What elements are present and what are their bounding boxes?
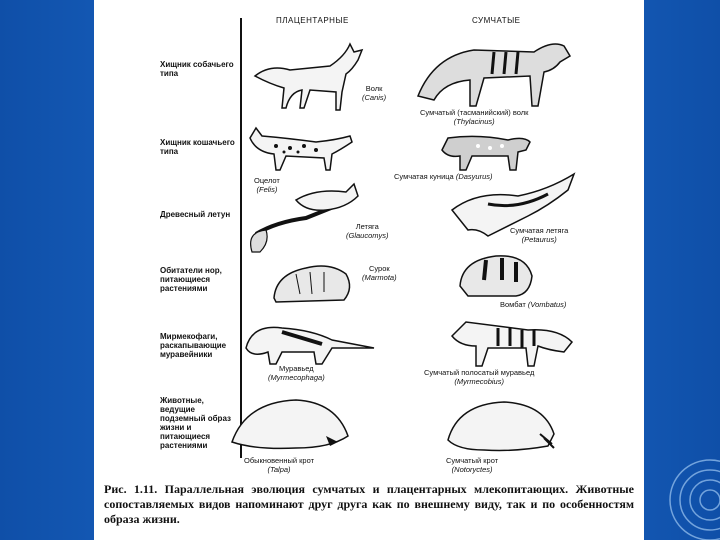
marmot-icon bbox=[266, 254, 356, 306]
wolf-caption: Волк (Canis) bbox=[362, 84, 387, 102]
mole-caption: Обыкновенный крот (Talpa) bbox=[244, 456, 315, 474]
quoll-icon bbox=[438, 128, 534, 174]
anteater-caption: Муравьед (Myrmecophaga) bbox=[268, 364, 325, 382]
swirl-decoration-icon bbox=[640, 340, 720, 540]
flying-squirrel-icon bbox=[246, 182, 366, 254]
marmot-caption: Сурок (Marmota) bbox=[362, 264, 397, 282]
wombat-caption: Вомбат (Vombatus) bbox=[500, 300, 567, 309]
numbat-icon bbox=[448, 312, 576, 368]
category-label-dog-predator: Хищник собачьего типа bbox=[160, 60, 234, 78]
category-label-glider: Древесный летун bbox=[160, 210, 231, 219]
figure-caption: Рис. 1.11. Параллельная эволюция сумчатых и плацентарных млекопитающих. Животные сопоставляемых видов напоминают друг друга как по внешнему виду, так и по особенностям образа жизни. bbox=[104, 482, 634, 526]
thylacine-icon bbox=[414, 36, 574, 108]
mole-icon bbox=[226, 392, 356, 454]
sugar-glider-caption: Сумчатая летяга (Petaurus) bbox=[510, 226, 569, 244]
flying-squirrel-caption: Летяга (Glaucomys) bbox=[346, 222, 389, 240]
header-placental: ПЛАЦЕНТАРНЫЕ bbox=[276, 16, 349, 25]
category-label-burrower: Обитатели нор, питающиеся растениями bbox=[160, 266, 222, 293]
marsupial-mole-caption: Сумчатый крот (Notoryctes) bbox=[446, 456, 499, 474]
header-marsupial: СУМЧАТЫЕ bbox=[472, 16, 521, 25]
wolf-icon bbox=[250, 36, 370, 116]
numbat-caption: Сумчатый полосатый муравьед (Myrmecobius) bbox=[424, 368, 535, 386]
quoll-caption: Сумчатая куница (Dasyurus) bbox=[394, 172, 493, 181]
ocelot-icon bbox=[246, 124, 356, 174]
category-label-subterranean: Животные, ведущие подземный образ жизни и питающиеся растениями bbox=[160, 396, 231, 450]
category-label-anteater: Мирмекофаги, раскапывающие муравейники bbox=[160, 332, 227, 359]
marsupial-mole-icon bbox=[444, 396, 560, 454]
wombat-icon bbox=[456, 250, 536, 300]
category-label-cat-predator: Хищник кошачьего типа bbox=[160, 138, 235, 156]
thylacine-caption: Сумчатый (тасманийский) волк (Thylacinus) bbox=[420, 108, 529, 126]
anteater-icon bbox=[242, 318, 378, 368]
ocelot-caption: Оцелот (Felis) bbox=[254, 176, 280, 194]
